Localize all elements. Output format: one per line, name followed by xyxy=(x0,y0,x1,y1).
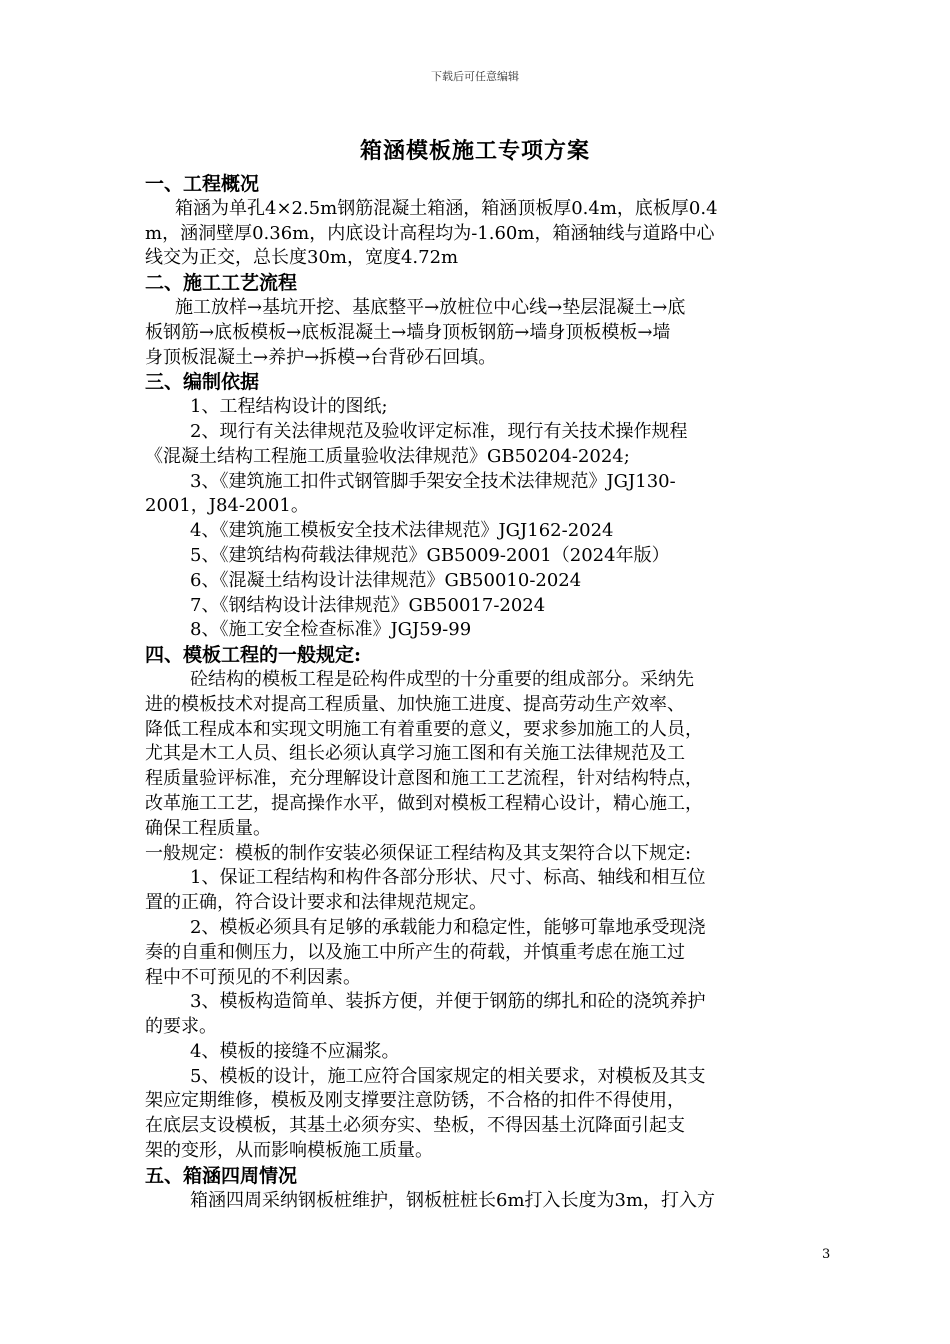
text-line: 6、《混凝土结构设计法律规范》GB50010-2024 xyxy=(190,569,582,591)
section-heading: 二、施工工艺流程 xyxy=(145,272,298,295)
text-line: 砼结构的模板工程是砼构件成型的十分重要的组成部分。采纳先 xyxy=(190,668,694,690)
header-note: 下载后可任意编辑 xyxy=(431,70,519,83)
text-line: m，涵洞壁厚0.36m，内底设计高程均为-1.60m，箱涵轴线与道路中心 xyxy=(145,222,715,244)
section-heading: 四、模板工程的一般规定: xyxy=(145,644,362,667)
text-line: 板钢筋→底板模板→底板混凝土→墙身顶板钢筋→墙身顶板模板→墙 xyxy=(145,321,671,343)
text-line: 一般规定：模板的制作安装必须保证工程结构及其支架符合以下规定: xyxy=(145,842,692,864)
document-body xyxy=(145,172,835,1213)
text-line: 8、《施工安全检查标准》JGJ59-99 xyxy=(190,619,472,641)
text-line: 1、保证工程结构和构件各部分形状、尺寸、标高、轴线和相互位 xyxy=(190,867,706,889)
text-line: 4、《建筑施工模板安全技术法律规范》JGJ162-2024 xyxy=(190,520,614,542)
text-line: 置的正确，符合设计要求和法律规范规定。 xyxy=(145,892,487,914)
text-line: 1、工程结构设计的图纸; xyxy=(190,396,388,418)
text-line: 架应定期维修，模板及刚支撑要注意防锈，不合格的扣件不得使用， xyxy=(145,1090,685,1112)
text-line: 架的变形，从而影响模板施工质量。 xyxy=(145,1140,433,1162)
text-line: 降低工程成本和实现文明施工有着重要的意义，要求参加施工的人员， xyxy=(145,718,703,740)
text-line: 进的模板技术对提高工程质量、加快施工进度、提高劳动生产效率、 xyxy=(145,693,685,715)
text-line: 程中不可预见的不利因素。 xyxy=(145,966,361,988)
text-line: 线交为正交，总长度30m，宽度4.72m xyxy=(145,247,459,269)
text-line: 尤其是木工人员、组长必须认真学习施工图和有关施工法律规范及工 xyxy=(145,743,685,765)
text-line: 2001，J84-2001。 xyxy=(145,495,309,517)
document-title: 箱涵模板施工专项方案 xyxy=(359,138,590,164)
text-line: 的要求。 xyxy=(145,1016,217,1038)
text-line: 4、模板的接缝不应漏浆。 xyxy=(190,1040,400,1062)
section-heading: 一、工程概况 xyxy=(145,173,260,195)
text-line: 奏的自重和侧压力，以及施工中所产生的荷载，并慎重考虑在施工过 xyxy=(145,941,685,963)
page-number: 3 xyxy=(822,1247,831,1262)
text-line: 5、模板的设计，施工应符合国家规定的相关要求，对模板及其支 xyxy=(190,1065,706,1087)
text-line: 3、模板构造简单、装拆方便，并便于钢筋的绑扎和砼的浇筑养护 xyxy=(190,991,706,1013)
text-line: 施工放样→基坑开挖、基底整平→放桩位中心线→垫层混凝土→底 xyxy=(175,296,686,318)
text-line: 箱涵四周采纳钢板桩维护，钢板桩桩长6m打入长度为3m，打入方 xyxy=(190,1189,716,1211)
section-heading: 五、箱涵四周情况 xyxy=(145,1164,298,1187)
text-line: 在底层支设模板，其基土必须夯实、垫板，不得因基土沉降面引起支 xyxy=(145,1115,685,1137)
text-line: 2、模板必须具有足够的承载能力和稳定性，能够可靠地承受现浇 xyxy=(190,916,706,938)
text-line: 2、现行有关法律规范及验收评定标准，现行有关技术操作规程 xyxy=(190,420,688,442)
text-line: 改革施工工艺，提高操作水平，做到对模板工程精心设计，精心施工， xyxy=(145,792,703,814)
text-line: 身顶板混凝土→养护→拆模→台背砂石回填。 xyxy=(145,346,497,368)
text-line: 箱涵为单孔4×2.5m钢筋混凝土箱涵，箱涵顶板厚0.4m，底板厚0.4 xyxy=(175,197,718,219)
section-heading: 三、编制依据 xyxy=(145,371,260,394)
text-line: 3、《建筑施工扣件式钢管脚手架安全技术法律规范》JGJ130- xyxy=(190,470,676,492)
text-line: 程质量验评标准，充分理解设计意图和施工工艺流程，针对结构特点， xyxy=(145,768,703,790)
text-line: 7、《钢结构设计法律规范》GB50017-2024 xyxy=(190,594,546,616)
text-line: 5、《建筑结构荷载法律规范》GB5009-2001（2024年版） xyxy=(190,544,670,566)
text-line: 确保工程质量。 xyxy=(145,817,271,839)
text-line: 《混凝土结构工程施工质量验收法律规范》GB50204-2024; xyxy=(145,445,630,467)
